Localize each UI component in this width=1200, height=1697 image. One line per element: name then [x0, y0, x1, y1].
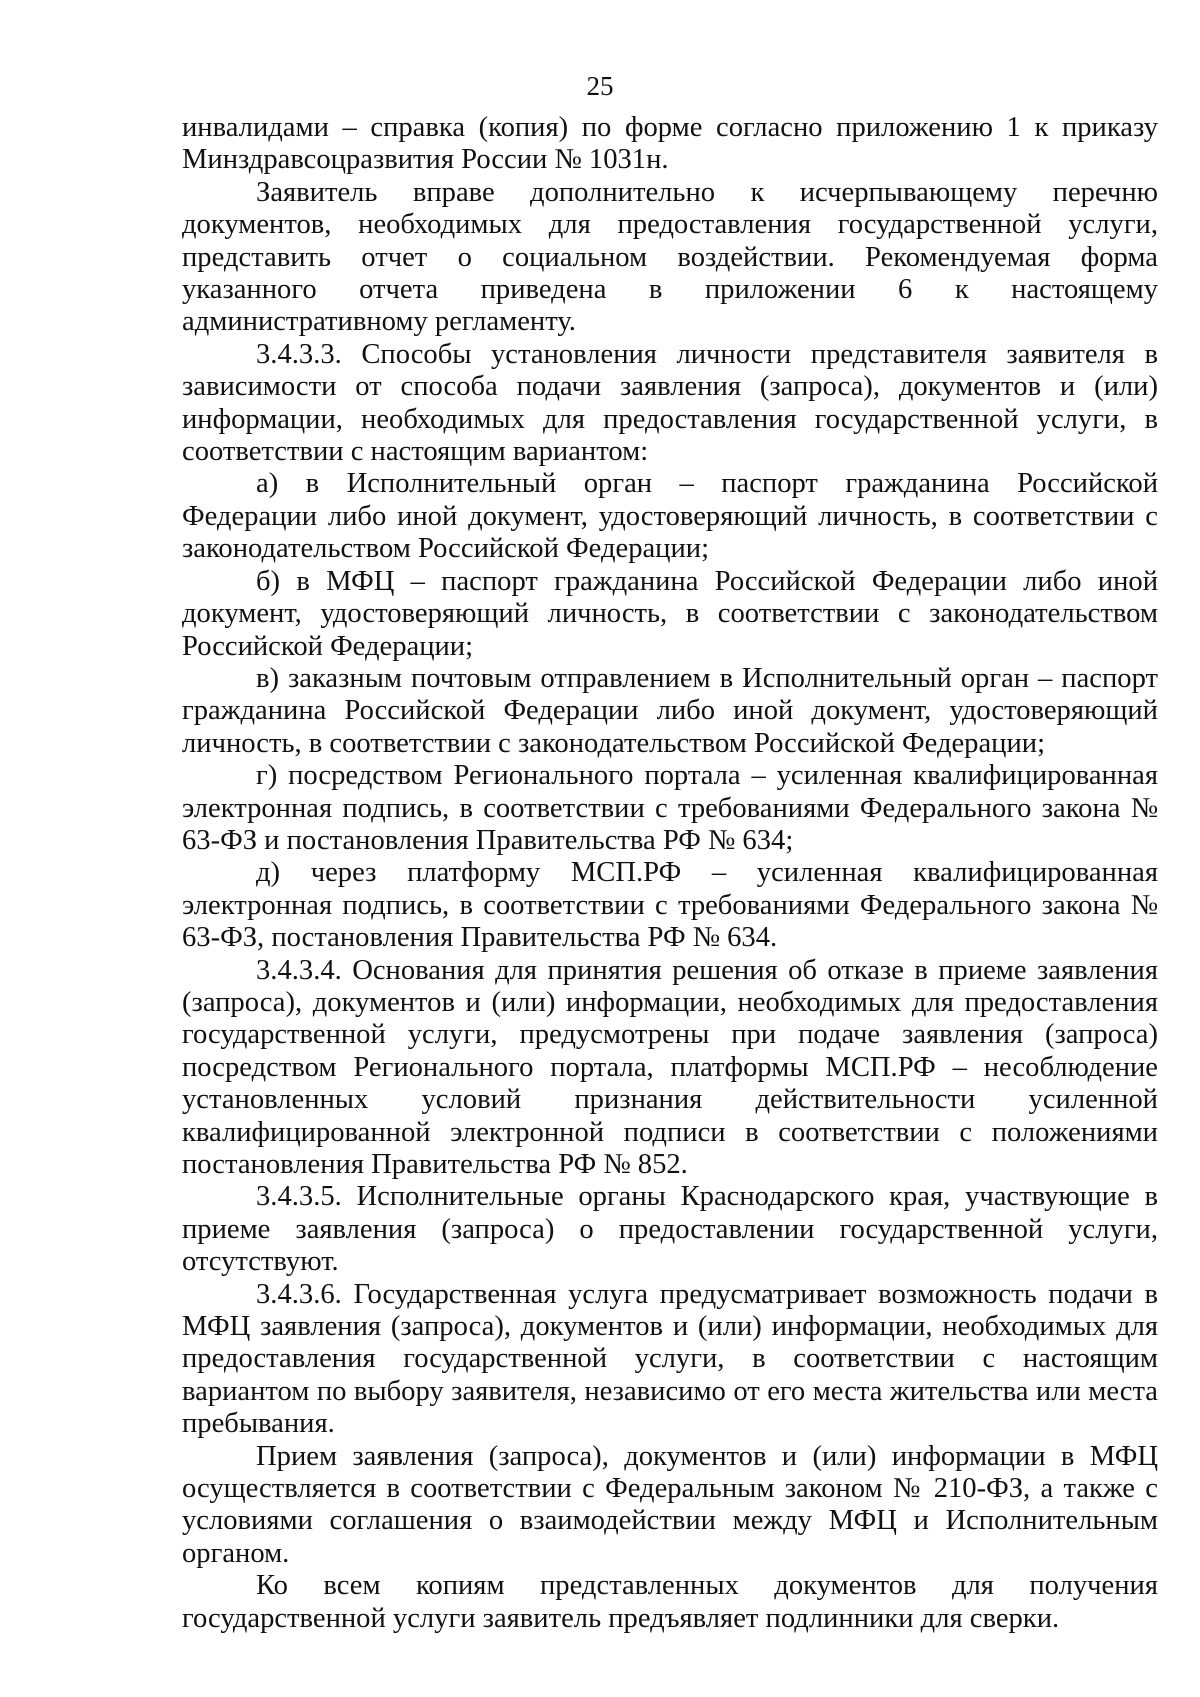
paragraph-item-a: а) в Исполнительный орган – паспорт гражданина Российской Федерации либо иной документ, удостоверяющий личность, в соответствии с законодательством Российской Федерации;	[182, 468, 1158, 565]
paragraph-item-g: г) посредством Регионального портала – усиленная квалифицированная электронная подпись, в соответствии с требованиями Федерального закона № 63-ФЗ и постановления Правительства РФ № 634;	[182, 760, 1158, 856]
paragraph-item-v: в) заказным почтовым отправлением в Исполнительный орган – паспорт гражданина Российской Федерации либо иной документ, удостоверяющий личность, в соответствии с законодательством Российской Федерации;	[182, 662, 1158, 759]
page-number: 25	[586, 71, 614, 101]
paragraph-3-4-3-6: 3.4.3.6. Государственная услуга предусматривает возможность подачи в МФЦ заявления (запроса), документов и (или) информации, необходимых для предоставления государственной услуги, в соответствии с настоящим вариантом по выбору заявителя, независимо от его места жительства или места пребывания.	[182, 1278, 1158, 1440]
paragraph-item-b: б) в МФЦ – паспорт гражданина Российской Федерации либо иной документ, удостоверяющий личность, в соответствии с законодательством Российской Федерации;	[182, 565, 1158, 662]
document-body	[182, 112, 1158, 1635]
paragraph-social-impact-report: Заявитель вправе дополнительно к исчерпывающему перечню документов, необходимых для предоставления государственной услуги, представить отчет о социальном воздействии. Рекомендуемая форма указанного отчета приведена в приложении 6 к настоящему административному регламенту.	[182, 176, 1158, 338]
paragraph-3-4-3-5: 3.4.3.5. Исполнительные органы Краснодарского края, участвующие в приеме заявления (запроса) о предоставлении государственной услуги, отсутствуют.	[182, 1181, 1158, 1278]
paragraph-mfc-reception: Прием заявления (запроса), документов и (или) информации в МФЦ осуществляется в соответствии с Федеральным законом № 210-ФЗ, а также с условиями соглашения о взаимодействии между МФЦ и Исполнительным органом.	[182, 1440, 1158, 1569]
paragraph-item-d: д) через платформу МСП.РФ – усиленная квалифицированная электронная подпись, в соответствии с требованиями Федерального закона № 63-ФЗ, постановления Правительства РФ № 634.	[182, 857, 1158, 954]
paragraph-original-documents: Ко всем копиям представленных документов для получения государственной услуги заявитель предъявляет подлинники для сверки.	[182, 1570, 1158, 1634]
paragraph-3-4-3-3: 3.4.3.3. Способы установления личности представителя заявителя в зависимости от способа подачи заявления (запроса), документов и (или) информации, необходимых для предоставления государственной услуги, в соответствии с настоящим вариантом:	[182, 338, 1158, 468]
paragraph-3-4-3-4: 3.4.3.4. Основания для принятия решения об отказе в приеме заявления (запроса), документов и (или) информации, необходимых для предоставления государственной услуги, предусмотрены при подаче заявления (запроса) посредством Регионального портала, платформы МСП.РФ – несоблюдение установленных условий признания действительности усиленной квалифицированной электронной подписи в соответствии с положениями постановления Правительства РФ № 852.	[182, 954, 1158, 1180]
paragraph-continuation: инвалидами – справка (копия) по форме согласно приложению 1 к приказу Минздравсоцразвития России № 1031н.	[182, 112, 1158, 176]
